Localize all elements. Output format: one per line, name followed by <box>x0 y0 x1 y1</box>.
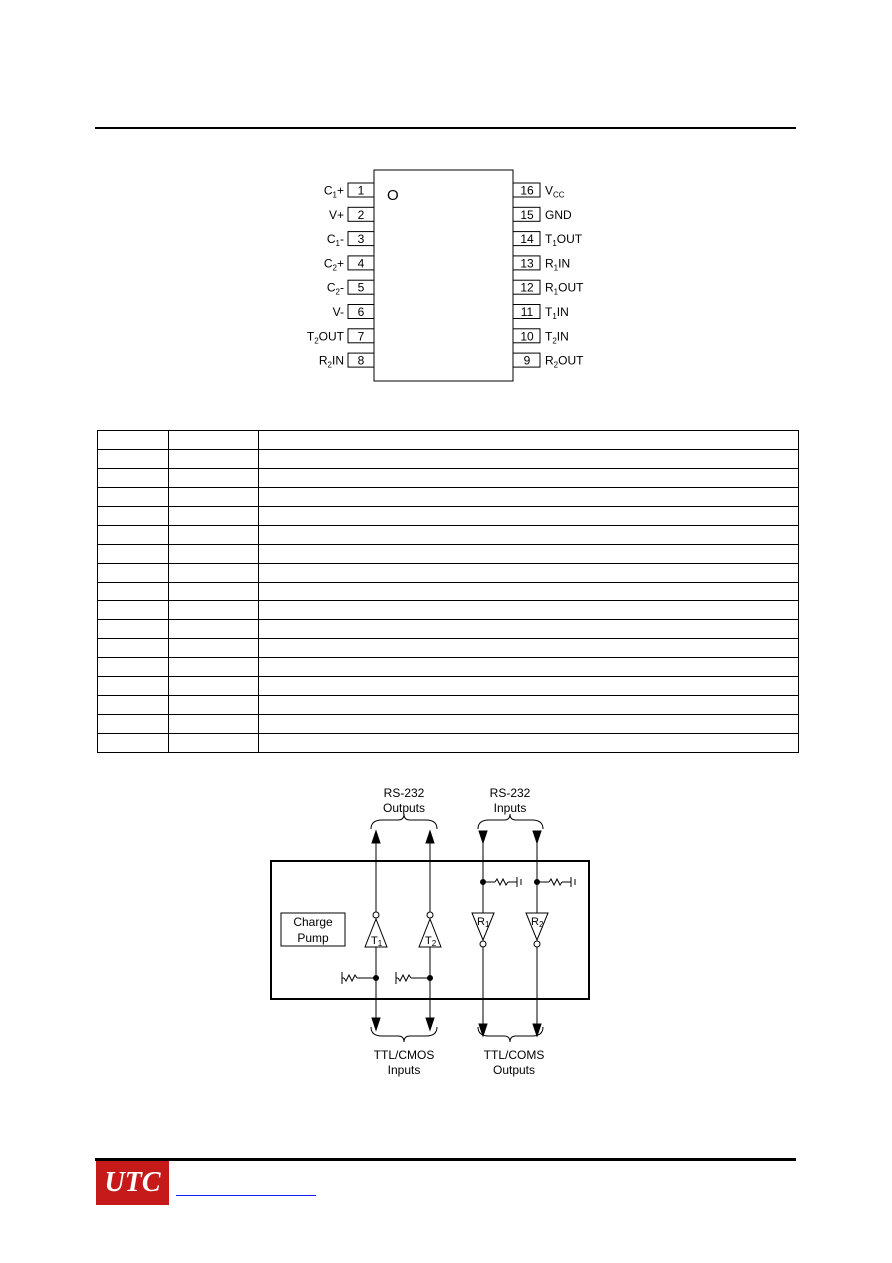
table-cell <box>169 658 259 677</box>
ttl-cmos-inputs-label-line1: TTL/CMOS <box>373 1048 435 1062</box>
charge-pump-label-line2: Pump <box>297 931 329 945</box>
table-cell <box>169 431 259 450</box>
pin-number: 4 <box>357 256 365 271</box>
pin-name: V+ <box>328 207 344 222</box>
left-pin-group <box>307 183 374 370</box>
table-cell <box>259 449 799 468</box>
table-cell <box>169 639 259 658</box>
table-row <box>98 620 799 639</box>
table-cell <box>98 544 169 563</box>
table-cell <box>169 449 259 468</box>
table-cell <box>98 449 169 468</box>
pin-name: $T_2IN$ <box>545 329 569 346</box>
table-cell <box>169 544 259 563</box>
pin-number: 7 <box>357 329 365 344</box>
pin-number: 16 <box>520 183 534 198</box>
table-cell <box>98 601 169 620</box>
table-cell <box>259 658 799 677</box>
table-cell <box>98 696 169 715</box>
table-cell <box>259 620 799 639</box>
table-cell <box>98 468 169 487</box>
pin-name: $R_2IN$ <box>318 353 344 370</box>
table-cell <box>259 506 799 525</box>
bottom-right-brace <box>478 1027 543 1042</box>
table-row <box>98 487 799 506</box>
pin-number: 15 <box>520 207 534 222</box>
right-pin-group <box>513 183 584 370</box>
table-cell <box>259 563 799 582</box>
table-cell <box>169 468 259 487</box>
table-cell <box>259 639 799 658</box>
table-cell <box>169 487 259 506</box>
table-row <box>98 639 799 658</box>
pin-name: $C_2-$ <box>326 280 344 297</box>
pin-name: $C_1-$ <box>326 232 344 249</box>
table-cell <box>98 639 169 658</box>
receiver-r2-label: R2 <box>531 916 544 929</box>
charge-pump-label-line1: Charge <box>293 915 333 929</box>
table-cell <box>98 677 169 696</box>
table-row <box>98 734 799 753</box>
rs232-inputs-label-line2: Inputs <box>493 801 527 815</box>
pin-name: $T_2OUT$ <box>306 329 344 346</box>
pin-number: 1 <box>357 183 365 198</box>
table-cell <box>259 525 799 544</box>
table-cell <box>169 525 259 544</box>
website-link-underline[interactable] <box>176 1195 316 1196</box>
table-cell <box>169 734 259 753</box>
table-row <box>98 563 799 582</box>
table-cell <box>259 677 799 696</box>
table-cell <box>98 715 169 734</box>
driver-t1-label: T1 <box>371 935 383 948</box>
pin-name: V- <box>332 305 344 319</box>
pin-name: $C_1+$ <box>323 183 344 200</box>
footer-rule <box>95 1158 796 1161</box>
table-row <box>98 601 799 620</box>
orientation-mark: O <box>387 187 399 204</box>
pin-name: $V_{CC}$ <box>545 183 565 200</box>
table-cell <box>169 620 259 639</box>
table-row <box>98 449 799 468</box>
table-row <box>98 715 799 734</box>
table-cell <box>98 487 169 506</box>
table-cell <box>259 734 799 753</box>
table-cell <box>98 563 169 582</box>
block-diagram <box>271 786 589 1077</box>
table-cell <box>169 601 259 620</box>
receiver-r1-label: R1 <box>477 916 490 929</box>
utc-logo <box>96 1161 169 1205</box>
table-cell <box>259 544 799 563</box>
table-cell <box>98 620 169 639</box>
table-cell <box>169 696 259 715</box>
table-cell <box>98 582 169 601</box>
table-row <box>98 506 799 525</box>
pin-name: $T_1OUT$ <box>545 232 583 249</box>
pin-number: 3 <box>357 232 365 247</box>
table-cell <box>98 734 169 753</box>
table-cell <box>98 506 169 525</box>
pin-number: 12 <box>520 280 534 295</box>
ttl-coms-outputs-label-line2: Outputs <box>492 1063 536 1077</box>
pin-number: 9 <box>523 353 531 368</box>
table-row <box>98 582 799 601</box>
table-cell <box>169 715 259 734</box>
pin-description-table <box>97 430 799 753</box>
pin-number: 13 <box>520 256 534 271</box>
table-cell <box>169 677 259 696</box>
pin-number: 11 <box>520 305 534 319</box>
driver-t2-label: T2 <box>425 935 437 948</box>
table-cell <box>98 525 169 544</box>
table-row <box>98 658 799 677</box>
pin-number: 5 <box>357 280 365 295</box>
table-cell <box>259 601 799 620</box>
table-cell <box>259 468 799 487</box>
table-cell <box>98 658 169 677</box>
table-row <box>98 468 799 487</box>
rs232-inputs-label-line1: RS-232 <box>489 786 531 800</box>
table-row <box>98 677 799 696</box>
table-cell <box>169 506 259 525</box>
utc-logo-text: UTC <box>104 1167 161 1198</box>
top-right-brace <box>478 814 543 829</box>
pin-number: 10 <box>520 329 534 344</box>
pin-name: $R_1IN$ <box>545 256 571 273</box>
pin-name: $T_1IN$ <box>545 305 569 321</box>
table-cell <box>259 431 799 450</box>
table-row <box>98 525 799 544</box>
table-row <box>98 431 799 450</box>
top-left-brace <box>371 814 437 829</box>
pin-name: GND <box>545 207 572 222</box>
pin-number: 6 <box>357 305 365 319</box>
table-cell <box>169 582 259 601</box>
ttl-cmos-inputs-label-line2: Inputs <box>387 1063 421 1077</box>
table-cell <box>98 431 169 450</box>
table-cell <box>259 582 799 601</box>
pin-number: 2 <box>357 207 365 222</box>
rs232-outputs-label-line1: RS-232 <box>383 786 425 800</box>
table-row <box>98 544 799 563</box>
pin-name: $C_2+$ <box>323 256 344 273</box>
table-cell <box>259 696 799 715</box>
pin-number: 8 <box>357 353 365 368</box>
bottom-left-brace <box>371 1027 437 1042</box>
table-row <box>98 696 799 715</box>
ttl-coms-outputs-label-line1: TTL/COMS <box>483 1048 545 1062</box>
pin-number: 14 <box>520 232 534 247</box>
pin-name: $R_1OUT$ <box>545 280 584 297</box>
rs232-outputs-label-line2: Outputs <box>382 801 426 815</box>
table-cell <box>259 487 799 506</box>
table-cell <box>169 563 259 582</box>
pin-name: $R_2OUT$ <box>545 353 584 370</box>
table-cell <box>259 715 799 734</box>
